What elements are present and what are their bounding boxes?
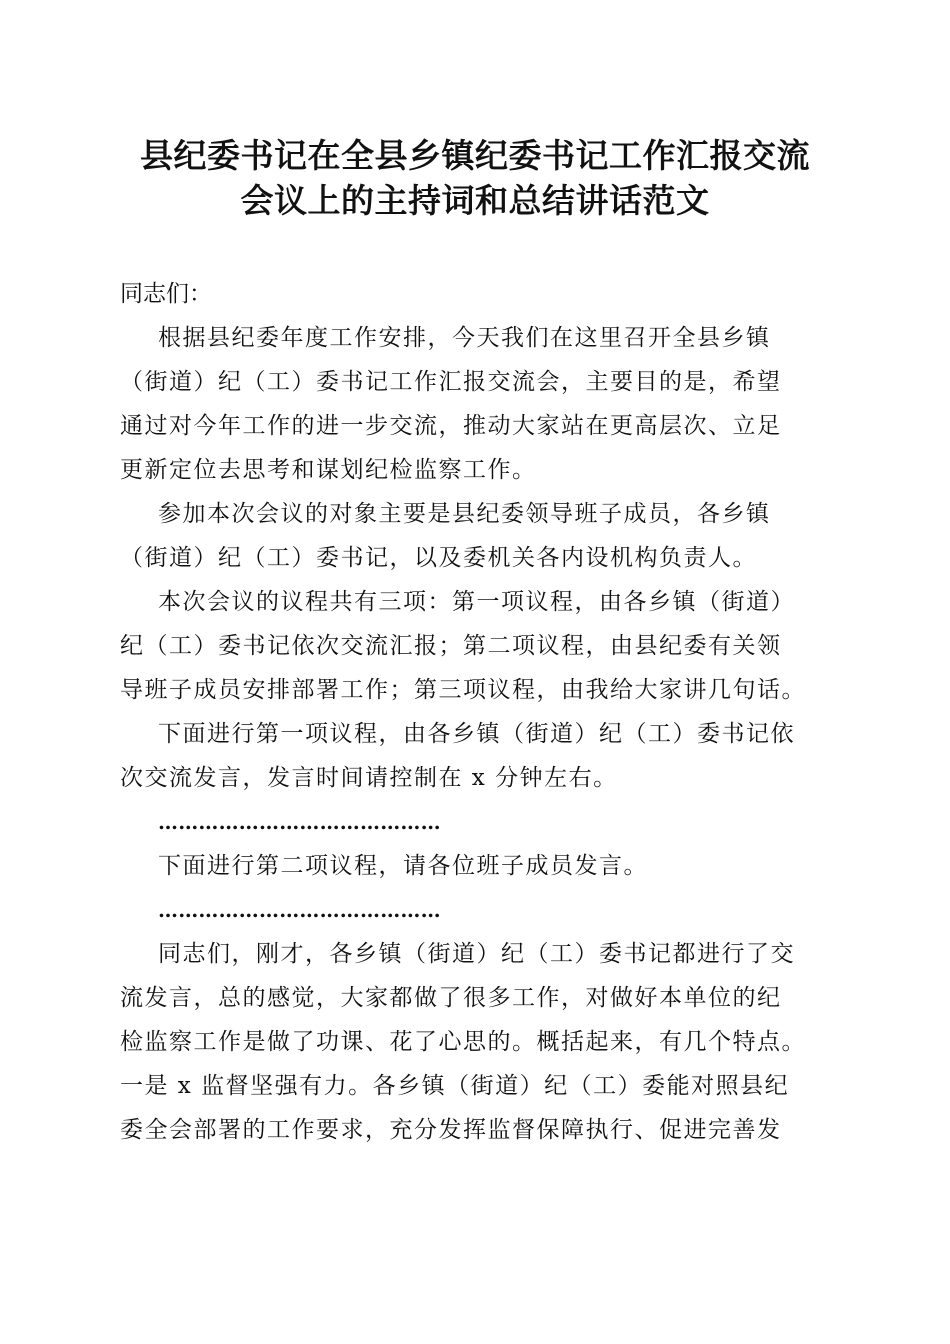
paragraph-line: 本次会议的议程共有三项：第一项议程，由各乡镇（街道） [158, 589, 795, 615]
ellipsis-separator-1: …………………………………… [158, 810, 441, 834]
paragraph-line: 参加本次会议的对象主要是县纪委领导班子成员，各乡镇 [158, 501, 771, 527]
paragraph-line: 下面进行第二项议程，请各位班子成员发言。 [158, 853, 648, 879]
paragraph-2 [120, 492, 832, 580]
paragraph-line: 纪（工）委书记依次交流汇报；第二项议程，由县纪委有关领 [120, 633, 782, 659]
paragraph-closing [120, 932, 832, 1152]
paragraph-line: （街道）纪（工）委书记，以及委机关各内设机构负责人。 [120, 545, 757, 571]
paragraph-4 [120, 712, 832, 800]
paragraph-line: 下面进行第一项议程，由各乡镇（街道）纪（工）委书记依 [158, 721, 795, 747]
paragraph-line: 次交流发言，发言时间请控制在 x 分钟左右。 [120, 765, 618, 791]
paragraph-line: 根据县纪委年度工作安排，今天我们在这里召开全县乡镇 [158, 325, 771, 351]
paragraph-line: 通过对今年工作的进一步交流，推动大家站在更高层次、立足 [120, 413, 782, 439]
paragraph-line: 流发言，总的感觉，大家都做了很多工作，对做好本单位的纪 [120, 985, 782, 1011]
paragraph-3 [120, 580, 832, 712]
paragraph-line: （街道）纪（工）委书记工作汇报交流会，主要目的是，希望 [120, 369, 782, 395]
title-line-2: 会议上的主持词和总结讲话范文 [240, 181, 710, 220]
document-body [120, 272, 832, 1152]
paragraph-line: 更新定位去思考和谋划纪检监察工作。 [120, 457, 537, 483]
paragraph-line: 同志们，刚才，各乡镇（街道）纪（工）委书记都进行了交 [158, 941, 795, 967]
title-line-1: 县纪委书记在全县乡镇纪委书记工作汇报交流 [140, 136, 810, 175]
paragraph-line: 一是 x 监督坚强有力。各乡镇（街道）纪（工）委能对照县纪 [120, 1073, 790, 1099]
document-title [100, 133, 850, 223]
paragraph-line: 检监察工作是做了功课、花了心思的。概括起来，有几个特点。 [120, 1029, 806, 1055]
paragraph-second-item [120, 844, 832, 888]
salutation: 同志们： [120, 281, 212, 307]
paragraph-line: 导班子成员安排部署工作；第三项议程，由我给大家讲几句话。 [120, 677, 806, 703]
paragraph-line: 委全会部署的工作要求，充分发挥监督保障执行、促进完善发 [120, 1117, 782, 1143]
paragraph-1 [120, 316, 832, 492]
ellipsis-separator-2: …………………………………… [158, 898, 441, 922]
